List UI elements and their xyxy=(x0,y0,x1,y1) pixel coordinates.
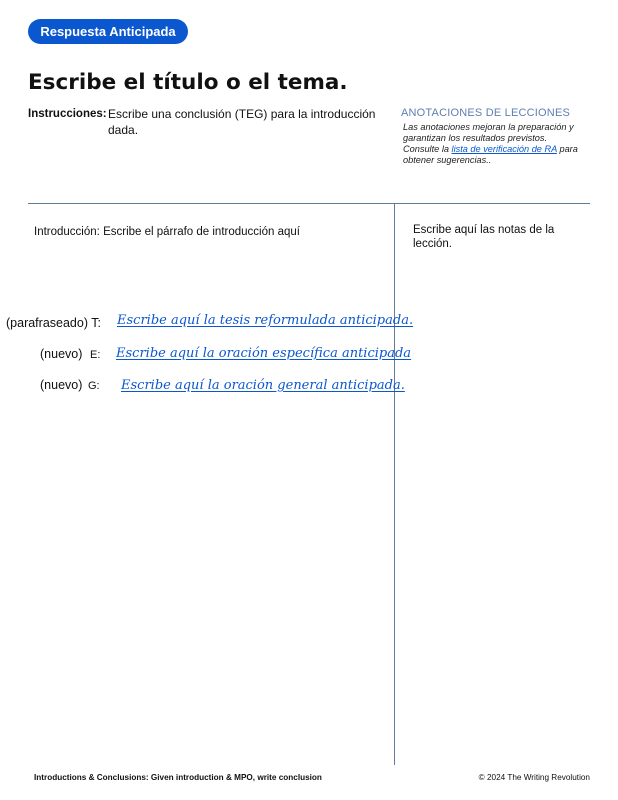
footer-lesson-title: Introductions & Conclusions: Given introduction & MPO, write conclusion xyxy=(34,773,322,782)
t-label: (parafraseado) T: xyxy=(6,316,101,330)
lesson-annotations xyxy=(401,107,581,166)
lesson-notes: Escribe aquí las notas de la lección. xyxy=(413,224,555,250)
instructions-label: Instrucciones: xyxy=(28,108,107,120)
g-sentence: Escribe aquí la oración general anticipada. xyxy=(121,378,405,393)
annotations-text xyxy=(403,122,581,166)
response-type-badge: Respuesta Anticipada xyxy=(28,19,188,44)
e-sentence: Escribe aquí la oración específica anticipada xyxy=(116,346,412,361)
footer-copyright: © 2024 The Writing Revolution xyxy=(478,773,590,782)
page-title: Escribe el título o el tema. xyxy=(28,70,348,95)
annotations-text-start: Las anotaciones mejoran la preparación y garantizan los resultados previstos. Consulte la xyxy=(403,122,574,154)
g-letter: G: xyxy=(88,380,100,392)
g-label: (nuevo) xyxy=(40,378,83,392)
introduction xyxy=(34,226,300,238)
e-label: (nuevo) xyxy=(40,347,83,361)
introduction-text: Escribe el párrafo de introducción aquí xyxy=(103,226,300,238)
checklist-link[interactable]: lista de verificación de RA xyxy=(451,144,557,154)
header-divider xyxy=(28,203,590,204)
annotations-title: ANOTACIONES DE LECCIONES xyxy=(401,107,571,119)
e-letter: E: xyxy=(90,349,101,361)
column-divider xyxy=(394,203,395,765)
annotations-text-end: para obtener sugerencias.. xyxy=(403,144,578,165)
t-sentence: Escribe aquí la tesis reformulada anticipada. xyxy=(117,313,414,328)
introduction-label: Introducción: xyxy=(34,226,100,238)
instructions-text: Escribe una conclusión (TEG) para la introducción dada. xyxy=(108,107,376,137)
